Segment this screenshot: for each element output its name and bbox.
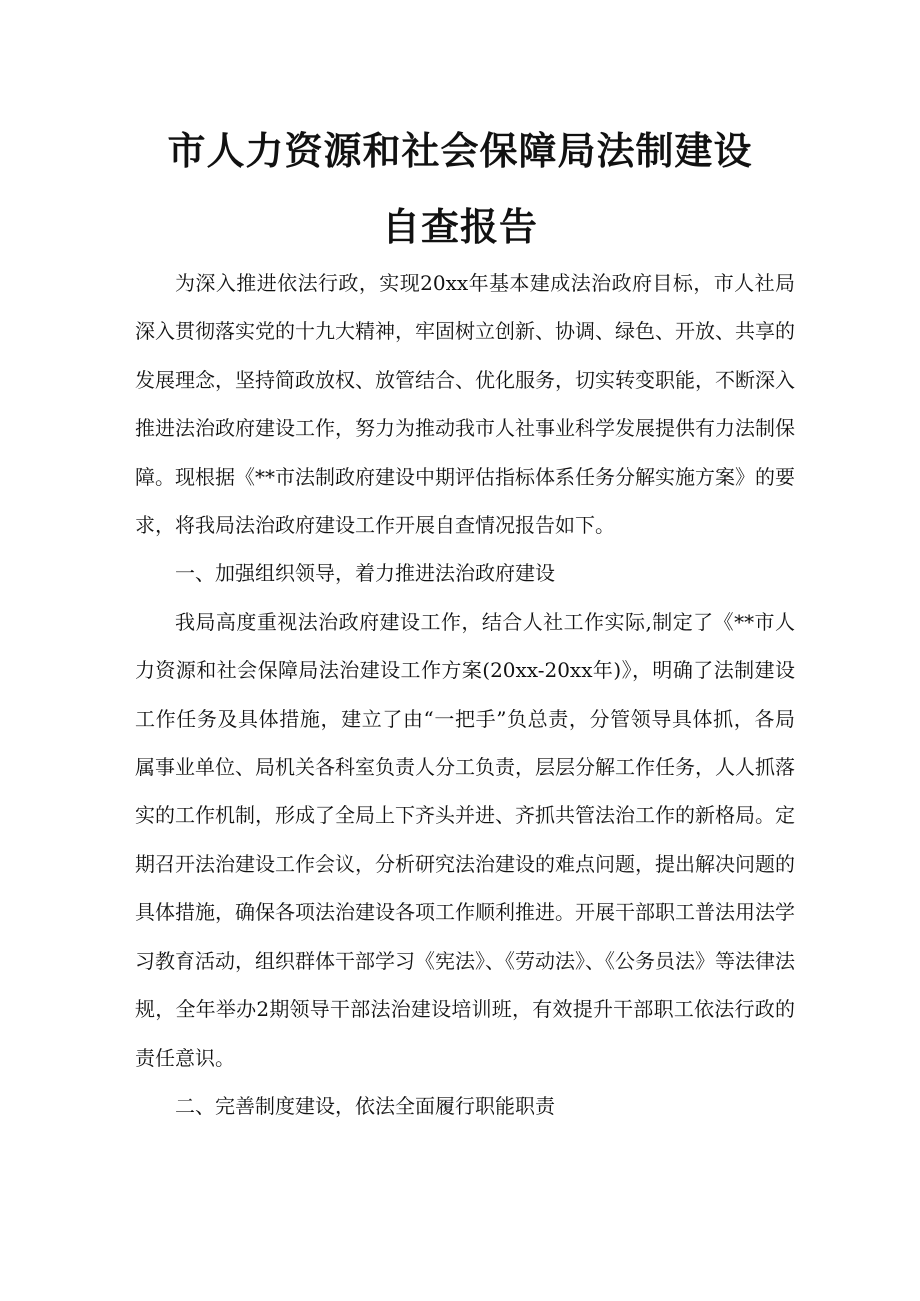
document-title-line-2: 自查报告 bbox=[381, 205, 538, 249]
intro-paragraph: 为深入推进依法行政，实现20xx年基本建成法治政府目标，市人社局深入贯彻落实党的十九大精神，牢固树立创新、协调、绿色、开放、共享的发展理念，坚持简政放权、放管结合、优化服务，切实转变职能，不断深入推进法治政府建设工作，努力为推动我市人社事业科学发展提供有力法制保障。现根据《**市法制政府建设中期评估指标体系任务分解实施方案》的要求，将我局法治政府建设工作开展自查情况报告如下。 bbox=[135, 271, 795, 538]
section-1-paragraph: 我局高度重视法治政府建设工作，结合人社工作实际,制定了《**市人力资源和社会保障局法治建设工作方案(20xx-20xx年)》，明确了法制建设工作任务及具体措施，建立了由“一把手”负总责，分管领导具体抓，各局属事业单位、局机关各科室负责人分工负责，层层分解工作任务，人人抓落实的工作机制，形成了全局上下齐头并进、齐抓共管法治工作的新格局。定期召开法治建设工作会议，分析研究法治建设的难点问题，提出解决问题的具体措施，确保各项法治建设各项工作顺利推进。开展干部职工普法用法学习教育活动，组织群体干部学习《宪法》、《劳动法》、《公务员法》等法律法规，全年举办2期领导干部法治建设培训班，有效提升干部职工依法行政的责任意识。 bbox=[135, 609, 795, 1070]
section-heading-1: 一、加强组织领导，着力推进法治政府建设 bbox=[175, 561, 555, 586]
document-title-line-1: 市人力资源和社会保障局法制建设 bbox=[167, 129, 753, 173]
section-heading-2: 二、完善制度建设，依法全面履行职能职责 bbox=[175, 1093, 555, 1118]
document-body bbox=[135, 259, 795, 1130]
